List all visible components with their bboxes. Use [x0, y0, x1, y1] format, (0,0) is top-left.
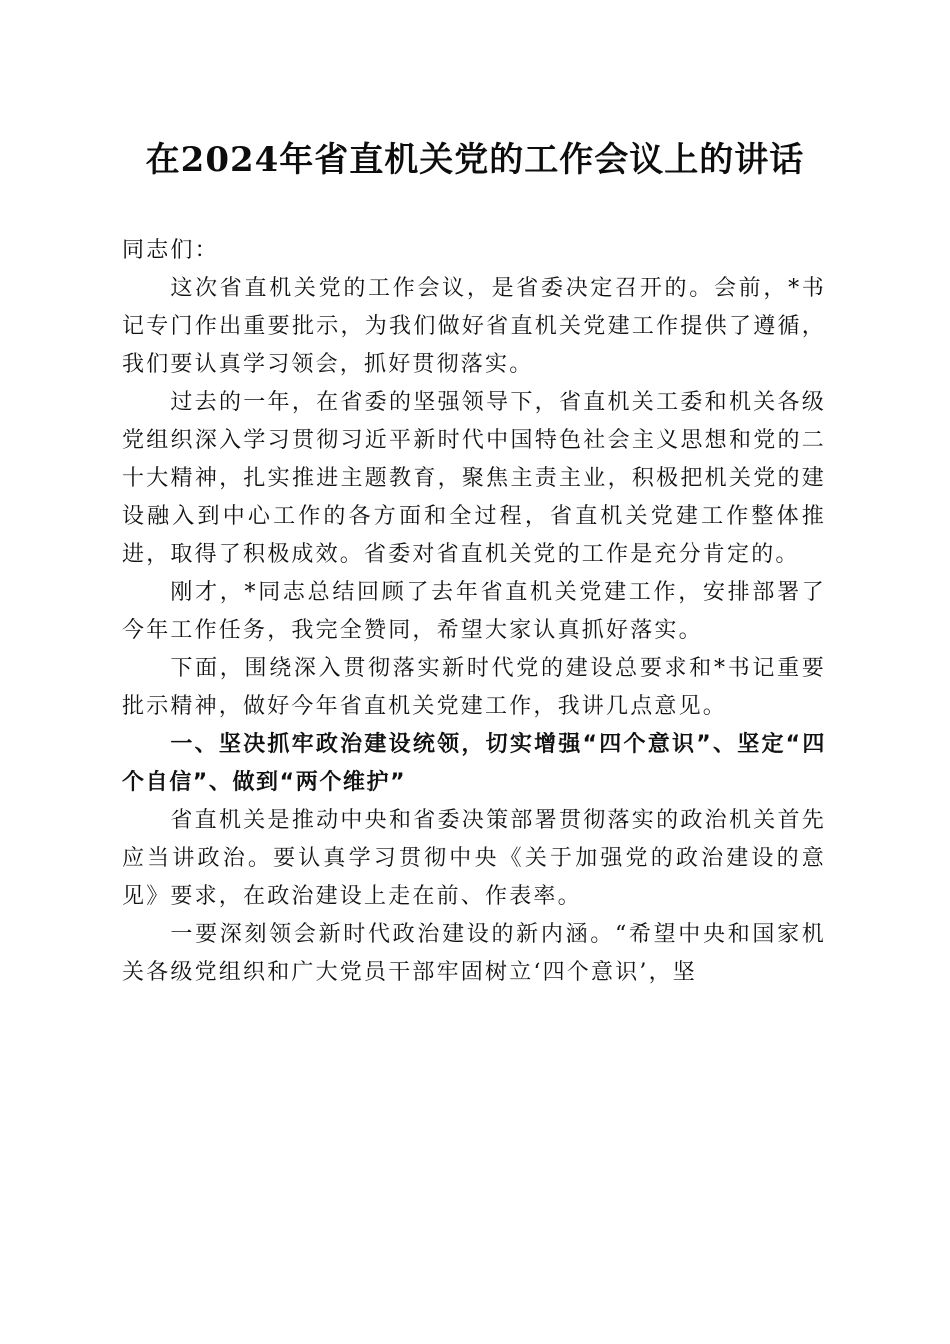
- section-heading: 一、坚决抓牢政治建设统领，切实增强“四个意识”、坚定“四个自信”、做到“两个维护”: [122, 732, 826, 795]
- paragraph: 过去的一年，在省委的坚强领导下，省直机关工委和机关各级党组织深入学习贯彻习近平新时代中国特色社会主义思想和党的二十大精神，扎实推进主题教育，聚焦主责主业，积极把机关党的建设融入到中心工作的各方面和全过程，省直机关党建工作整体推进，取得了积极成效。省委对省直机关党的工作是充分肯定的。: [122, 390, 826, 567]
- salutation: 同志们：: [122, 238, 219, 263]
- paragraph: 一要深刻领会新时代政治建设的新内涵。“希望中央和国家机关各级党组织和广大党员干部牢固树立‘四个意识’，坚: [122, 922, 826, 985]
- paragraph: 这次省直机关党的工作会议，是省委决定召开的。会前，*书记专门作出重要批示，为我们做好省直机关党建工作提供了遵循，我们要认真学习领会，抓好贯彻落实。: [122, 276, 826, 377]
- document-title: 在2024年省直机关党的工作会议上的讲话: [145, 140, 805, 180]
- paragraph: 省直机关是推动中央和省委决策部署贯彻落实的政治机关首先应当讲政治。要认真学习贯彻中央《关于加强党的政治建设的意见》要求，在政治建设上走在前、作表率。: [122, 808, 826, 909]
- document-body: [122, 232, 826, 992]
- paragraph: 刚才，*同志总结回顾了去年省直机关党建工作，安排部署了今年工作任务，我完全赞同，希望大家认真抓好落实。: [122, 580, 826, 643]
- paragraph: 下面，围绕深入贯彻落实新时代党的建设总要求和*书记重要批示精神，做好今年省直机关党建工作，我讲几点意见。: [122, 656, 826, 719]
